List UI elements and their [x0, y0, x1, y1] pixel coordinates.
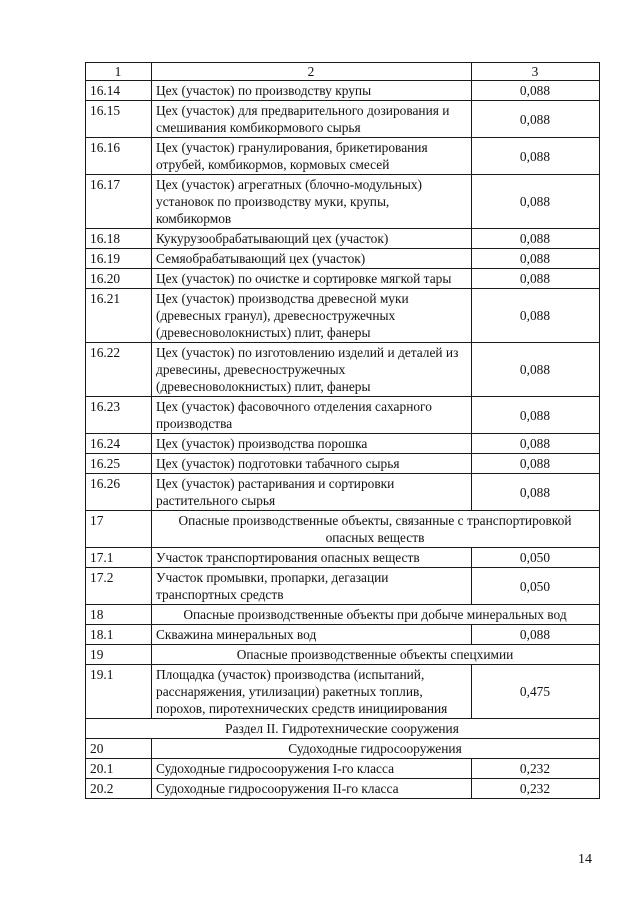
table-row	[86, 605, 600, 625]
table-row	[86, 249, 600, 269]
coefficient-cell: 0,088	[472, 229, 600, 249]
coefficient-cell: 0,232	[472, 779, 600, 799]
coefficient-cell: 0,050	[472, 568, 600, 605]
coefficient-cell: 0,088	[472, 434, 600, 454]
table-row	[86, 81, 600, 101]
item-number-cell: 16.26	[86, 474, 152, 511]
object-name-cell: Кукурузообрабатывающий цех (участок)	[152, 229, 472, 249]
item-number-cell: 20	[86, 739, 152, 759]
object-name-cell: Цех (участок) по изготовлению изделий и деталей из древесины, древесностружечных (древесноволокнистых) плит, фанеры	[152, 343, 472, 397]
table-row	[86, 474, 600, 511]
item-number-cell: 17	[86, 511, 152, 548]
table-row	[86, 739, 600, 759]
coefficient-cell: 0,088	[472, 343, 600, 397]
item-number-cell: 20.2	[86, 779, 152, 799]
item-number-cell: 16.25	[86, 454, 152, 474]
table-row	[86, 625, 600, 645]
table-row	[86, 645, 600, 665]
item-number-cell: 16.16	[86, 138, 152, 175]
section-heading-cell: Раздел II. Гидротехнические сооружения	[86, 719, 600, 739]
object-name-cell: Цех (участок) гранулирования, брикетирования отрубей, комбикормов, кормовых смесей	[152, 138, 472, 175]
coefficient-cell: 0,475	[472, 665, 600, 719]
coefficient-cell: 0,232	[472, 759, 600, 779]
group-heading-cell: Опасные производственные объекты спецхимии	[152, 645, 600, 665]
page-number: 14	[578, 852, 592, 867]
group-heading-cell: Судоходные гидросооружения	[152, 739, 600, 759]
table-row	[86, 269, 600, 289]
table-row	[86, 175, 600, 229]
table-row	[86, 719, 600, 739]
table-row	[86, 454, 600, 474]
object-name-cell: Цех (участок) по очистке и сортировке мягкой тары	[152, 269, 472, 289]
coefficient-cell: 0,088	[472, 289, 600, 343]
object-name-cell: Цех (участок) подготовки табачного сырья	[152, 454, 472, 474]
object-name-cell: Цех (участок) для предварительного дозирования и смешивания комбикормового сырья	[152, 101, 472, 138]
item-number-cell: 18.1	[86, 625, 152, 645]
object-name-cell: Цех (участок) производства древесной муки (древесных гранул), древесностружечных (древесноволокнистых) плит, фанеры	[152, 289, 472, 343]
object-name-cell: Цех (участок) растаривания и сортировки растительного сырья	[152, 474, 472, 511]
item-number-cell: 16.23	[86, 397, 152, 434]
table-row	[86, 665, 600, 719]
table-row	[86, 397, 600, 434]
item-number-cell: 18	[86, 605, 152, 625]
item-number-cell: 16.19	[86, 249, 152, 269]
table-row	[86, 229, 600, 249]
coefficient-cell: 0,088	[472, 138, 600, 175]
coefficient-cell: 0,050	[472, 548, 600, 568]
object-name-cell: Цех (участок) по производству крупы	[152, 81, 472, 101]
table-row	[86, 759, 600, 779]
table-row	[86, 434, 600, 454]
object-name-cell: Участок транспортирования опасных веществ	[152, 548, 472, 568]
column-header-1: 1	[86, 63, 152, 81]
object-name-cell: Участок промывки, пропарки, дегазации транспортных средств	[152, 568, 472, 605]
hazard-objects-table	[85, 62, 600, 799]
table-header-row	[86, 63, 600, 81]
coefficient-cell: 0,088	[472, 269, 600, 289]
object-name-cell: Площадка (участок) производства (испытаний, расснаряжения, утилизации) ракетных топлив, порохов, пиротехнических средств инициирования	[152, 665, 472, 719]
item-number-cell: 16.17	[86, 175, 152, 229]
table-row	[86, 779, 600, 799]
table-row	[86, 289, 600, 343]
coefficient-cell: 0,088	[472, 397, 600, 434]
object-name-cell: Цех (участок) агрегатных (блочно-модульных) установок по производству муки, крупы, комбикормов	[152, 175, 472, 229]
item-number-cell: 17.2	[86, 568, 152, 605]
table-row	[86, 101, 600, 138]
object-name-cell: Цех (участок) производства порошка	[152, 434, 472, 454]
item-number-cell: 16.20	[86, 269, 152, 289]
item-number-cell: 19	[86, 645, 152, 665]
table-row	[86, 548, 600, 568]
table-row	[86, 568, 600, 605]
coefficient-cell: 0,088	[472, 249, 600, 269]
item-number-cell: 16.22	[86, 343, 152, 397]
coefficient-cell: 0,088	[472, 474, 600, 511]
coefficient-cell: 0,088	[472, 101, 600, 138]
coefficient-cell: 0,088	[472, 175, 600, 229]
object-name-cell: Скважина минеральных вод	[152, 625, 472, 645]
table-body	[86, 81, 600, 799]
column-header-3: 3	[472, 63, 600, 81]
item-number-cell: 17.1	[86, 548, 152, 568]
group-heading-cell: Опасные производственные объекты, связанные с транспортировкой опасных веществ	[152, 511, 600, 548]
coefficient-cell: 0,088	[472, 625, 600, 645]
object-name-cell: Семяобрабатывающий цех (участок)	[152, 249, 472, 269]
table-row	[86, 343, 600, 397]
item-number-cell: 16.15	[86, 101, 152, 138]
item-number-cell: 16.21	[86, 289, 152, 343]
coefficient-cell: 0,088	[472, 81, 600, 101]
item-number-cell: 20.1	[86, 759, 152, 779]
table-row	[86, 138, 600, 175]
group-heading-cell: Опасные производственные объекты при добыче минеральных вод	[152, 605, 600, 625]
object-name-cell: Цех (участок) фасовочного отделения сахарного производства	[152, 397, 472, 434]
coefficient-cell: 0,088	[472, 454, 600, 474]
column-header-2: 2	[152, 63, 472, 81]
object-name-cell: Судоходные гидросооружения I-го класса	[152, 759, 472, 779]
table-row	[86, 511, 600, 548]
item-number-cell: 16.18	[86, 229, 152, 249]
object-name-cell: Судоходные гидросооружения II-го класса	[152, 779, 472, 799]
item-number-cell: 19.1	[86, 665, 152, 719]
item-number-cell: 16.24	[86, 434, 152, 454]
item-number-cell: 16.14	[86, 81, 152, 101]
